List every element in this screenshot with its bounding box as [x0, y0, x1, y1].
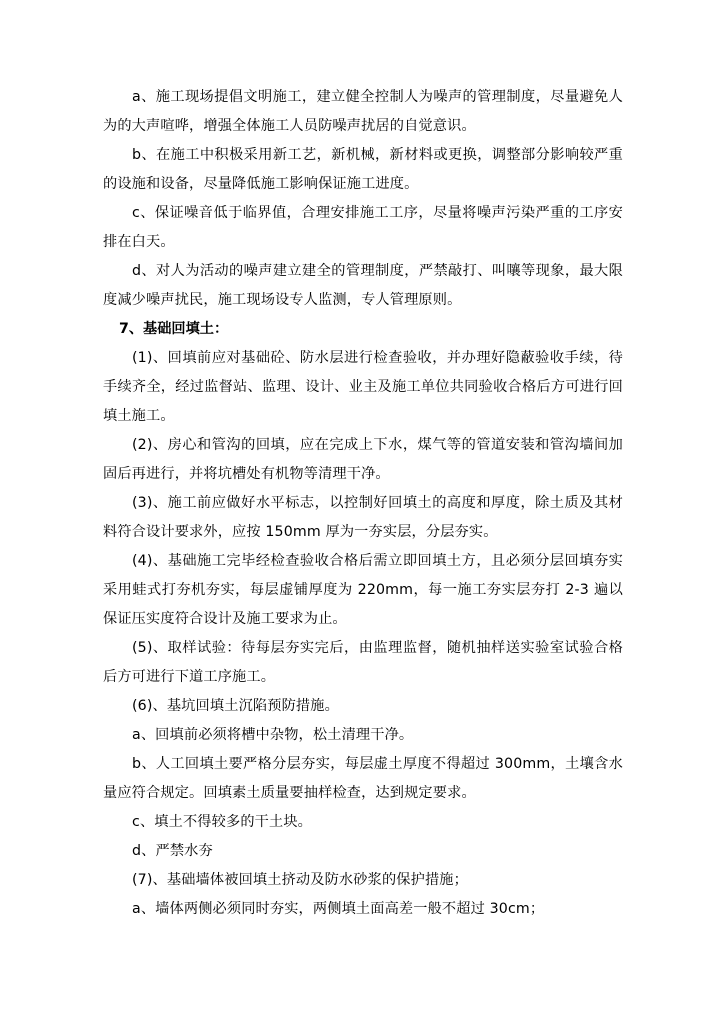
paragraph-backfill-2: (2)、房心和管沟的回填，应在完成上下水，煤气等的管道安装和管沟墙间加固后再进行，并将坑槽处有机物等清理干净。 [103, 437, 623, 482]
section-heading-backfill: 7、基础回填土： [119, 321, 229, 337]
paragraph-backfill-6: (6)、基坑回填土沉陷预防措施。 [132, 698, 339, 714]
paragraph-backfill-4: (4)、基础施工完毕经检查验收合格后需立即回填土方，且必须分层回填夯实采用蛙式打夯机夯实，每层虚铺厚度为 220mm，每一施工夯实层夯打 2-3 遍以保证压实度符合设计及施工要求为止。 [103, 553, 623, 627]
paragraph-backfill-5: (5)、取样试验：待每层夯实完后，由监理监督，随机抽样送实验室试验合格后方可进行下道工序施工。 [103, 640, 623, 685]
paragraph-backfill-3: (3)、施工前应做好水平标志，以控制好回填土的高度和厚度，除土质及其材料符合设计要求外，应按 150mm 厚为一夯实层，分层夯实。 [103, 495, 623, 540]
paragraph-backfill-7a: a、墙体两侧必须同时夯实，两侧填土面高差一般不超过 30cm； [132, 901, 545, 917]
paragraph-backfill-1: (1)、回填前应对基础砼、防水层进行检查验收，并办理好隐蔽验收手续，待手续齐全，经过监督站、监理、设计、业主及施工单位共同验收合格后方可进行回填土施工。 [103, 350, 623, 424]
document-body [103, 83, 623, 924]
paragraph-backfill-6d: d、严禁水夯 [132, 843, 213, 859]
paragraph-backfill-6a: a、回填前必须将槽中杂物，松土清理干净。 [132, 727, 414, 743]
paragraph-noise-d: d、对人为活动的噪声建立建全的管理制度，严禁敲打、叫嚷等现象，最大限度减少噪声扰民，施工现场设专人监测，专人管理原则。 [103, 263, 623, 308]
paragraph-backfill-6c: c、填土不得较多的干土块。 [132, 814, 313, 830]
paragraph-backfill-6b: b、人工回填土要严格分层夯实，每层虚土厚度不得超过 300mm，土壤含水量应符合规定。回填素土质量要抽样检查，达到规定要求。 [103, 756, 623, 801]
paragraph-backfill-7: (7)、基础墙体被回填土挤动及防水砂浆的保护措施； [132, 872, 468, 888]
paragraph-noise-a: a、施工现场提倡文明施工，建立健全控制人为噪声的管理制度，尽量避免人为的大声喧哗，增强全体施工人员防噪声扰居的自觉意识。 [103, 89, 623, 134]
paragraph-noise-b: b、在施工中积极采用新工艺，新机械，新材料或更换，调整部分影响较严重的设施和设备，尽量降低施工影响保证施工进度。 [103, 147, 623, 192]
paragraph-noise-c: c、保证噪音低于临界值，合理安排施工工序，尽量将噪声污染严重的工序安排在白天。 [103, 205, 623, 250]
